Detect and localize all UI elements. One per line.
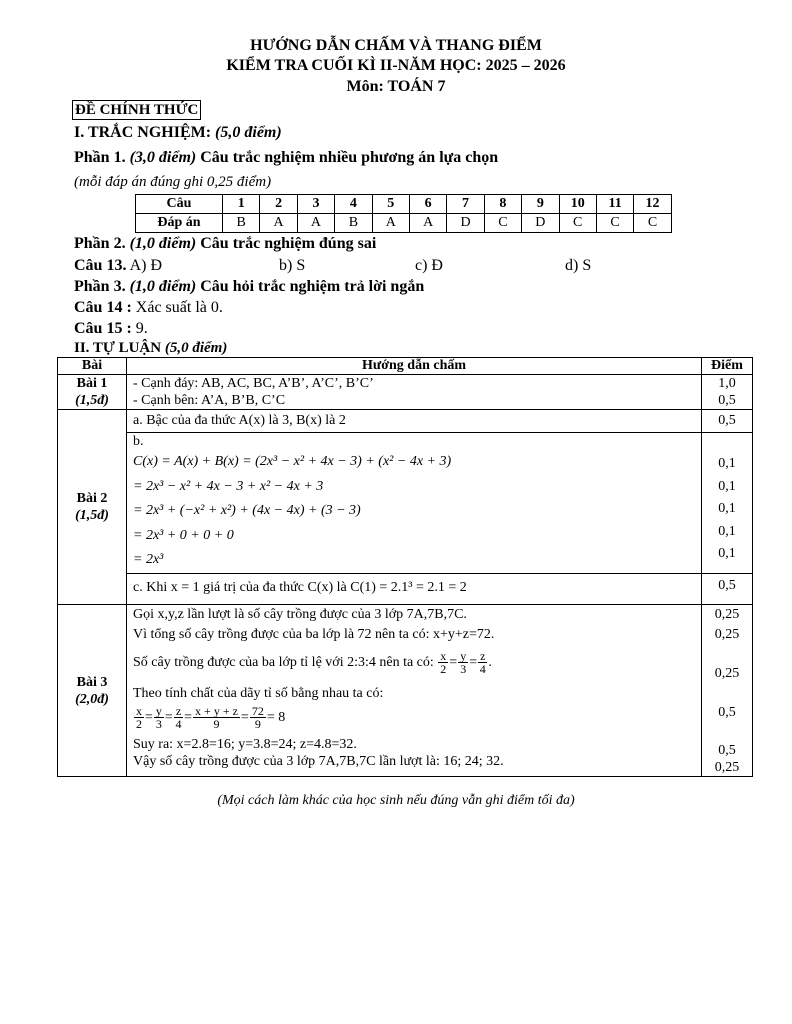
part-2-text: Câu trắc nghiệm đúng sai (196, 235, 377, 252)
bai-2-b-lines (133, 450, 695, 573)
bai-2-b-score: 0,1 (718, 523, 736, 539)
bai-2-a-score: 0,5 (702, 410, 753, 433)
footer-note: (Mọi cách làm khác của học sinh nếu đúng vẫn ghi điểm tối đa) (217, 793, 575, 808)
mcq-question-3: 3 (297, 195, 334, 214)
doc-title: HƯỚNG DẪN CHẤM VÀ THANG ĐIỂM (250, 37, 542, 54)
mcq-question-row (136, 195, 672, 214)
bai-3-line-5: Suy ra: x=2.8=16; y=3.8=24; z=4.8=32. (133, 737, 357, 752)
part-3-label: Phần 3. (74, 278, 130, 295)
frac-den: 3 (155, 717, 162, 732)
question-13-label: Câu 13. (74, 257, 127, 274)
bai-3-ratio-equation: $\frac{x}{2}$ = $\frac{y}{3}$ = $\frac{z}{4}$ = $\frac{x + y + z}{9}$ = $\frac{72}{9}$ = 8 (136, 704, 286, 732)
part-2-heading (74, 235, 376, 253)
bai-2-cell (58, 410, 127, 605)
frac-num: 72 (251, 704, 264, 719)
frac-y-3 (458, 650, 468, 675)
mcq-answer-1: B (223, 214, 260, 233)
bai-1-cell (58, 375, 127, 410)
part-1-label: Phần 1. (74, 149, 130, 166)
bai-2-points: (1,5đ) (75, 508, 109, 523)
question-13-a: A) Đ (126, 257, 163, 274)
section-1-points: (5,0 điểm) (215, 124, 282, 141)
mcq-question-6: 6 (409, 195, 446, 214)
section-2-heading (74, 340, 227, 357)
mcq-answer-3: A (297, 214, 334, 233)
bai-2-row-b (58, 433, 753, 574)
frac-y-3b (154, 705, 164, 730)
mcq-question-4: 4 (335, 195, 372, 214)
frac-num: x (136, 704, 142, 719)
bai-1-scores (702, 375, 753, 410)
question-14 (74, 299, 223, 317)
bai-2-c-guide: c. Khi x = 1 giá trị của đa thức C(x) là C(1) = 2.1³ = 2.1 = 2 (127, 574, 702, 605)
bai-3-name: Bài 3 (76, 674, 108, 690)
frac-den: 4 (175, 717, 182, 732)
mcq-question-5: 5 (372, 195, 409, 214)
question-15-label: Câu 15 : (74, 320, 132, 337)
bai-3-line-3-text: Số cây trồng được của ba lớp tỉ lệ với 2:3:4 nên ta có: (133, 655, 438, 670)
mcq-question-7: 7 (447, 195, 484, 214)
part-1-note: (mỗi đáp án đúng ghi 0,25 điểm) (74, 174, 272, 190)
bai-1-row (58, 375, 753, 410)
bai-1-points: (1,5đ) (75, 393, 109, 408)
bai-1-guide (127, 375, 702, 410)
mcq-answer-7: D (447, 214, 484, 233)
part-1-points: (3,0 điểm) (129, 149, 197, 166)
bai-2-b-line: C(x) = A(x) + B(x) = (2x³ − x² + 4x − 3) + (x² − 4x + 3) (133, 454, 452, 469)
bai-2-row-c (58, 574, 753, 605)
official-stamp: ĐỀ CHÍNH THỨC (72, 100, 201, 120)
bai-3-line-6: Vậy số cây trồng được của 3 lớp 7A,7B,7C lần lượt là: 16; 24; 32. (133, 754, 504, 769)
part-2-points: (1,0 điểm) (129, 235, 197, 252)
question-13-b: b) S (279, 257, 306, 274)
mcq-answer-9: D (522, 214, 559, 233)
mcq-answer-row (136, 214, 672, 233)
mcq-answer-10: C (559, 214, 596, 233)
question-13-d: d) S (565, 257, 592, 274)
section-2-label: II. TỰ LUẬN (74, 340, 165, 356)
mcq-question-header: Câu (136, 195, 223, 214)
bai-2-a-guide: a. Bậc của đa thức A(x) là 3, B(x) là 2 (127, 410, 702, 433)
bai-3-scores (702, 605, 753, 777)
bai-3-score-3: 0,25 (714, 666, 740, 681)
bai-1-line-1: - Cạnh đáy: AB, AC, BC, A’B’, A’C’, B’C’ (133, 376, 374, 391)
frac-den: 2 (440, 662, 447, 677)
bai-3-score-4: 0,5 (718, 705, 736, 720)
frac-z-4b (174, 705, 183, 730)
mcq-answer-header: Đáp án (136, 214, 223, 233)
bai-2-b-score: 0,1 (718, 501, 736, 516)
bai-1-name: Bài 1 (76, 376, 108, 391)
bai-3-score-5: 0,5 (718, 743, 736, 758)
frac-den: 4 (479, 662, 486, 677)
frac-72-9 (250, 705, 266, 730)
bai-2-b-score: 0,1 (718, 456, 736, 471)
part-3-points: (1,0 điểm) (129, 278, 197, 295)
mcq-answer-4: B (335, 214, 372, 233)
question-13 (74, 257, 714, 275)
bai-2-b-label: b. (133, 434, 144, 449)
mcq-answer-table (135, 194, 672, 233)
mcq-question-12: 12 (634, 195, 671, 214)
frac-num: z (175, 704, 182, 719)
mcq-question-11: 11 (596, 195, 633, 214)
subject-name: Môn: TOÁN 7 (346, 78, 446, 95)
bai-2-b-line: = 2x³ + (−x² + x²) + (4x − 4x) + (3 − 3) (133, 503, 361, 518)
question-15-text: 9. (131, 320, 148, 337)
bai-3-line-2: Vì tổng số cây trồng được của ba lớp là 72 nên ta có: x+y+z=72. (133, 627, 495, 642)
mcq-question-10: 10 (559, 195, 596, 214)
frac-x-2b (134, 705, 144, 730)
bai-1-line-2: - Cạnh bên: A’A, B’B, C’C (133, 393, 286, 408)
bai-3-points: (2,0đ) (75, 691, 109, 707)
mcq-answer-12: C (634, 214, 671, 233)
bai-2-c-score: 0,5 (702, 574, 753, 605)
part-3-text: Câu hỏi trắc nghiệm trả lời ngắn (196, 278, 425, 295)
question-13-c: c) Đ (415, 257, 443, 274)
bai-2-b-score: 0,1 (718, 546, 736, 561)
bai-3-line-1: Gọi x,y,z lần lượt là số cây trồng được của 3 lớp 7A,7B,7C. (133, 607, 467, 622)
mcq-question-8: 8 (484, 195, 521, 214)
mcq-question-1: 1 (223, 195, 260, 214)
bai-2-b-score: 0,1 (718, 478, 736, 494)
exam-name: KIỂM TRA CUỐI KÌ II-NĂM HỌC: 2025 – 2026 (226, 57, 566, 74)
bai-1-score-1: 1,0 (718, 376, 736, 391)
mcq-answer-5: A (372, 214, 409, 233)
bai-2-b-line: = 2x³ + 0 + 0 + 0 (133, 527, 234, 543)
frac-den: 9 (254, 717, 261, 732)
bai-3-row (58, 605, 753, 777)
bai-2-b-guide (127, 433, 702, 574)
bai-1-score-2: 0,5 (718, 393, 736, 408)
frac-num: y (460, 649, 467, 664)
section-2-points: (5,0 điểm) (164, 340, 228, 356)
frac-x-2 (438, 650, 448, 675)
frac-den: 3 (460, 662, 467, 677)
mcq-question-2: 2 (260, 195, 297, 214)
frac-sum-9 (193, 705, 240, 730)
part-1-heading (74, 149, 498, 167)
col-score-header: Điểm (702, 358, 753, 375)
col-guide-header: Hướng dẫn chấm (127, 358, 702, 375)
frac-num: z (480, 649, 486, 664)
part-2-label: Phần 2. (74, 235, 130, 252)
mcq-answer-2: A (260, 214, 297, 233)
question-15 (74, 320, 148, 338)
mcq-answer-11: C (596, 214, 633, 233)
bai-3-cell (58, 605, 127, 777)
section-1-heading (74, 124, 282, 142)
frac-num: x (440, 649, 447, 664)
essay-header-row (58, 358, 753, 375)
question-14-text: Xác suất là 0. (131, 299, 223, 316)
bai-2-row-a (58, 410, 753, 433)
mcq-answer-6: A (409, 214, 446, 233)
bai-2-name: Bài 2 (76, 491, 108, 506)
bai-3-score-6: 0,25 (714, 760, 740, 775)
mcq-answer-8: C (484, 214, 521, 233)
bai-2-b-line: = 2x³ (133, 552, 164, 567)
bai-3-score-2: 0,25 (714, 627, 740, 642)
bai-3-guide (127, 605, 702, 777)
part-3-heading (74, 278, 424, 296)
frac-z-4 (478, 650, 487, 675)
bai-3-line-3: Số cây trồng được của ba lớp tỉ lệ với 2:3:4 nên ta có: $\frac{x}{2}$ = $\frac{y}{3}$ = $\frac{z}{4}$ . (133, 649, 492, 677)
part-1-text: Câu trắc nghiệm nhiều phương án lựa chọn (196, 149, 499, 166)
section-1-label: I. TRẮC NGHIỆM: (74, 124, 216, 141)
mcq-question-9: 9 (522, 195, 559, 214)
frac-den: 9 (213, 717, 220, 732)
frac-den: 2 (136, 717, 142, 732)
bai-2-b-scores (702, 433, 753, 574)
ratio-result: = 8 (266, 710, 286, 725)
essay-grading-table (57, 357, 753, 777)
question-14-label: Câu 14 : (74, 299, 132, 316)
bai-3-line-4: Theo tính chất của dãy tỉ số bằng nhau ta có: (133, 686, 384, 701)
bai-2-b-line: = 2x³ − x² + 4x − 3 + x² − 4x + 3 (133, 478, 324, 494)
frac-num: x + y + z (195, 704, 238, 719)
bai-3-score-1: 0,25 (714, 607, 740, 622)
frac-num: y (155, 704, 162, 719)
col-bai-header: Bài (58, 358, 127, 375)
